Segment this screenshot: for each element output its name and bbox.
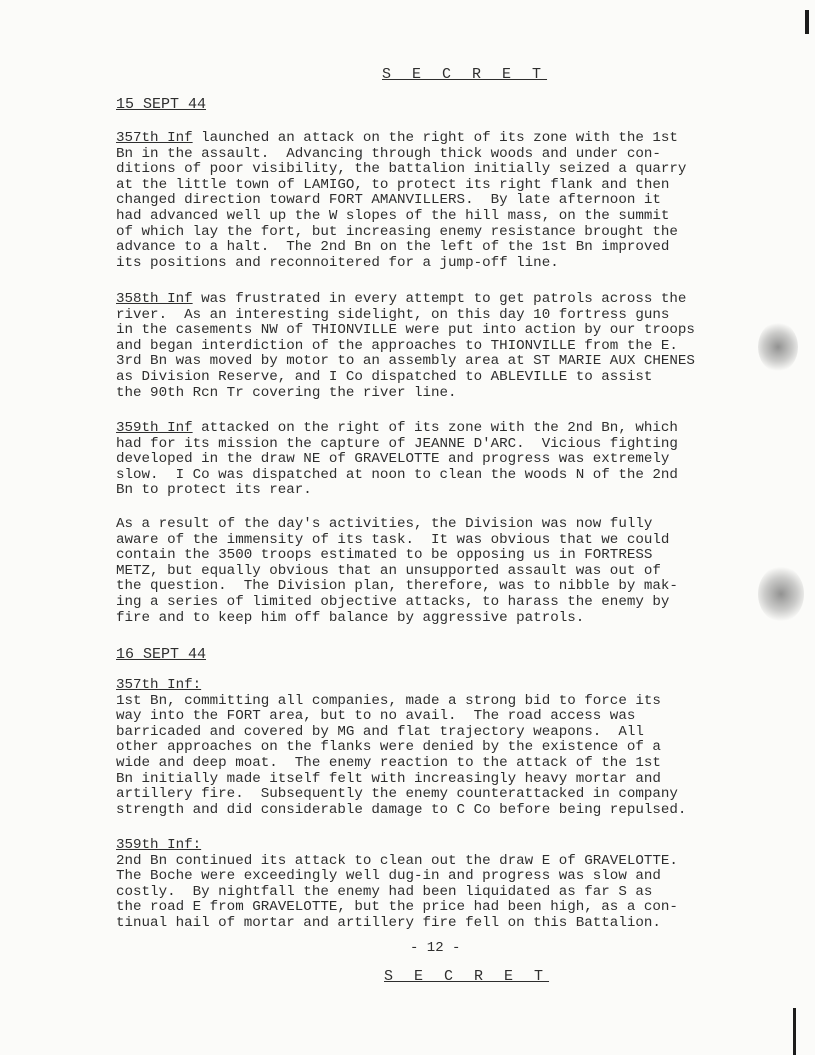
paragraph-summary: As a result of the day's activities, the Division was now fully aware of the immensity of its task. It was obvious that we could contain the 3500 troops estimated to be opposing us in FORTRESS METZ, but equally obvious that an unsupported assault was out of the question. The Division plan, therefore, was to nibble by mak- ing a series of limited objective attacks, to harass the enemy by fire and to keep him off balance by aggressive patrols.	[116, 516, 678, 626]
classification-header: S E C R E T	[382, 66, 548, 83]
unit-label: 359th Inf:	[116, 837, 202, 853]
paragraph-357th: 357th Inf launched an attack on the right of its zone with the 1st Bn in the assault. Advancing through thick woods and under con- ditions of poor visibility, the battalion initially seized a quarry at the little town of LAMIGO, to protect its right flank and then changed direction toward FORT AMANVILLERS. By late afternoon it had advanced well up the W slopes of the hill mass, on the summit of which lay the fort, but increasing enemy resistance brought the advance to a halt. The 2nd Bn on the left of the 1st Bn improved its positions and reconnoitered for a jump-off line.	[116, 130, 687, 271]
smudge-mark	[758, 566, 804, 622]
paragraph-359th: 359th Inf attacked on the right of its zone with the 2nd Bn, which had for its mission the capture of JEANNE D'ARC. Vicious fighting developed in the draw NE of GRAVELOTTE and progress was extremely slow. I Co was dispatched at noon to clean the woods N of the 2nd Bn to protect its rear.	[116, 420, 678, 499]
paragraph-357th-16sept: 357th Inf: 1st Bn, committing all companies, made a strong bid to force its way into the FORT area, but to no avail. The road access was barricaded and covered by MG and flat trajectory weapons. All other approaches on the flanks were denied by the existence of a wide and deep moat. The enemy reaction to the attack of the 1st Bn initially made itself felt with increasingly heavy mortar and artillery fire. Subsequently the enemy counterattacked in company strength and did considerable damage to C Co before being repulsed.	[116, 677, 687, 818]
scan-edge-mark-bottom	[793, 1008, 796, 1055]
unit-label: 357th Inf:	[116, 677, 202, 693]
unit-label: 358th Inf	[116, 291, 193, 307]
entry-date: 15 SEPT 44	[116, 96, 207, 113]
scan-edge-mark-top	[805, 10, 809, 34]
entry-date: 16 SEPT 44	[116, 646, 207, 663]
classification-footer: S E C R E T	[384, 968, 550, 985]
paragraph-358th: 358th Inf was frustrated in every attempt to get patrols across the river. As an interesting sidelight, on this day 10 fortress guns in the casements NW of THIONVILLE were put into action by our troops and began interdiction of the approaches to THIONVILLE from the E. 3rd Bn was moved by motor to an assembly area at ST MARIE AUX CHENES as Division Reserve, and I Co dispatched to ABLEVILLE to assist the 90th Rcn Tr covering the river line.	[116, 291, 695, 401]
paragraph-359th-16sept: 359th Inf: 2nd Bn continued its attack to clean out the draw E of GRAVELOTTE. The Boche were exceedingly well dug-in and progress was slow and costly. By nightfall the enemy had been liquidated as far S as the road E from GRAVELOTTE, but the price had been high, as a con- tinual hail of mortar and artillery fire fell on this Battalion.	[116, 837, 678, 931]
unit-label: 357th Inf	[116, 130, 193, 146]
unit-label: 359th Inf	[116, 420, 193, 436]
smudge-mark	[758, 322, 798, 372]
page-number: - 12 -	[410, 940, 461, 956]
